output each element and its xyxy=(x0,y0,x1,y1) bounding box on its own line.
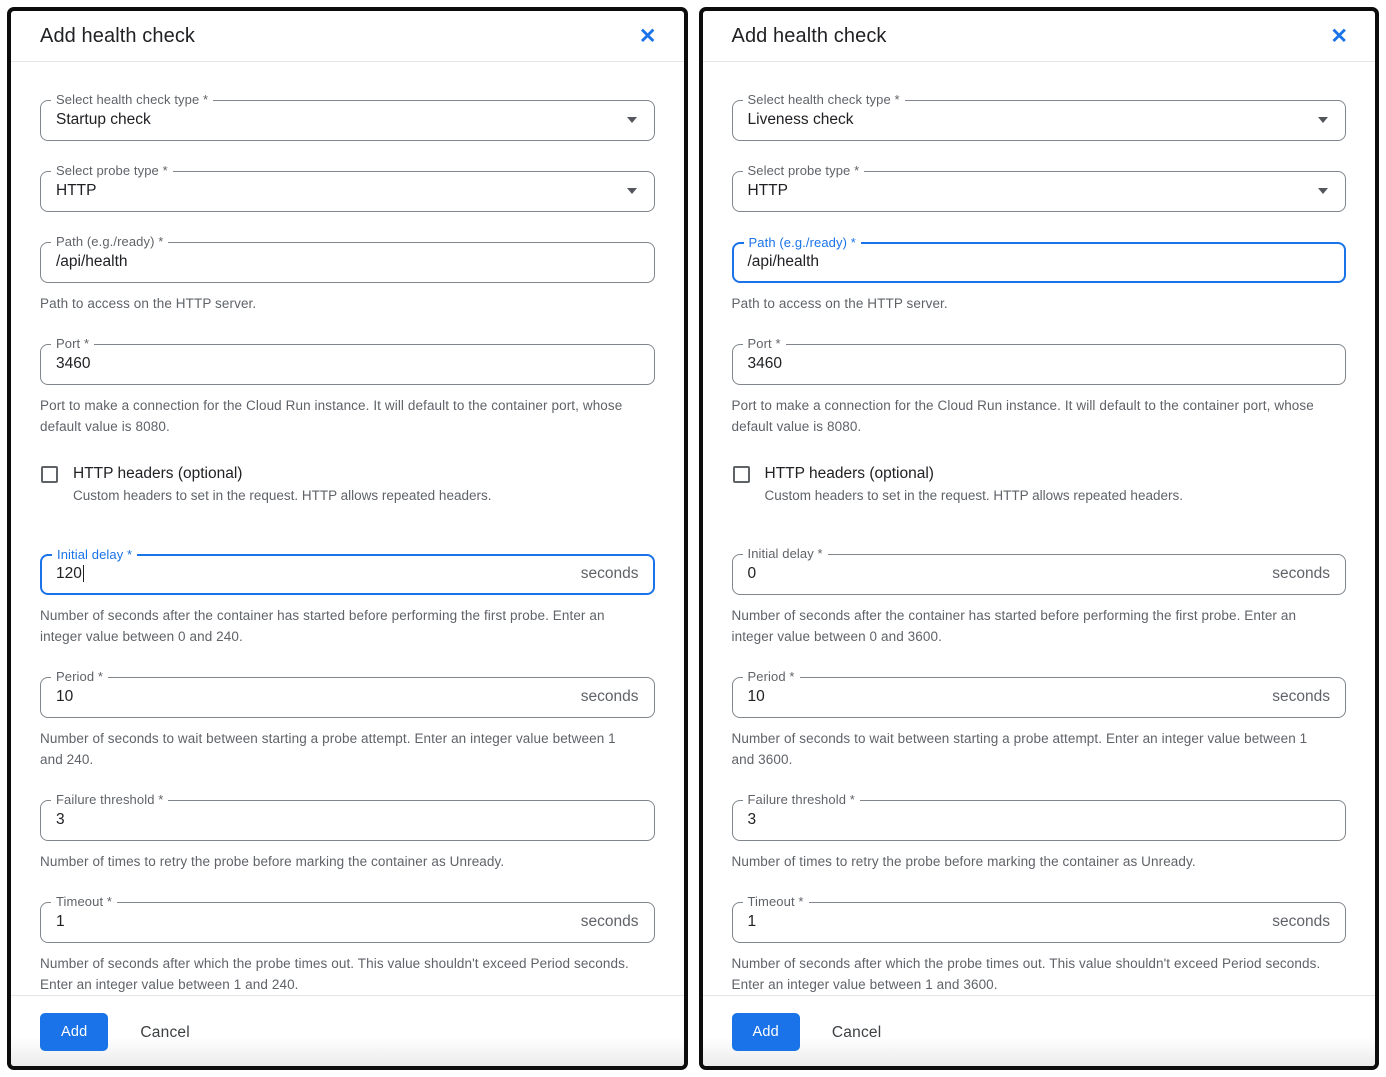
period-input[interactable] xyxy=(732,668,1347,718)
seconds-suffix: seconds xyxy=(580,688,639,706)
field-value: 1 xyxy=(747,913,757,931)
field-label: Path (e.g./ready) * xyxy=(51,234,168,249)
field-label: Port * xyxy=(743,336,786,351)
dialog-header xyxy=(11,11,684,61)
port-input[interactable] xyxy=(732,335,1347,385)
dialog-body xyxy=(11,62,684,995)
cancel-button[interactable]: Cancel xyxy=(140,1013,189,1053)
seconds-suffix: seconds xyxy=(1272,688,1330,706)
probe-type-select[interactable] xyxy=(40,162,655,212)
health-check-type-select[interactable] xyxy=(40,91,655,141)
field-label: Failure threshold * xyxy=(743,792,860,807)
field-label: Period * xyxy=(51,669,108,684)
field-value: 3 xyxy=(56,811,65,829)
http-headers-row xyxy=(40,464,655,506)
field-value: 3460 xyxy=(747,355,782,373)
path-input[interactable] xyxy=(732,234,1347,283)
timeout-input[interactable] xyxy=(732,893,1347,943)
field-value: 1 xyxy=(56,913,65,931)
dialog-title: Add health check xyxy=(40,25,196,47)
http-headers-checkbox[interactable] xyxy=(41,466,58,483)
field-value: 3 xyxy=(747,811,757,829)
seconds-suffix: seconds xyxy=(1272,565,1330,583)
probe-type-select[interactable] xyxy=(732,162,1347,212)
initial-delay-input[interactable] xyxy=(40,546,655,595)
field-label: Initial delay * xyxy=(743,546,828,561)
seconds-suffix: seconds xyxy=(580,913,639,931)
field-label: Timeout * xyxy=(743,894,809,909)
dialog-title: Add health check xyxy=(731,25,887,47)
field-value: 10 xyxy=(56,688,74,706)
add-button[interactable]: Add xyxy=(732,1013,800,1051)
period-input[interactable] xyxy=(40,668,655,718)
failure-threshold-helper: Number of times to retry the probe before marking the container as Unready. xyxy=(731,853,1196,869)
field-value: /api/health xyxy=(56,253,128,271)
failure-threshold-input[interactable] xyxy=(40,791,655,841)
add-health-check-dialog-liveness xyxy=(699,7,1380,1070)
http-headers-text xyxy=(73,464,491,506)
checkbox-helper: Custom headers to set in the request. HTTP allows repeated headers. xyxy=(764,487,1183,503)
checkbox-label[interactable]: HTTP headers (optional) xyxy=(73,464,243,482)
field-value: 3460 xyxy=(56,355,91,373)
port-helper: Port to make a connection for the Cloud Run instance. It will default to the container port, whose default value is 8080. xyxy=(731,397,1314,434)
timeout-input[interactable] xyxy=(40,893,655,943)
text-cursor xyxy=(83,565,85,582)
field-label: Period * xyxy=(743,669,800,684)
http-headers-text xyxy=(765,464,1183,506)
field-value: 120 xyxy=(56,565,581,583)
field-value: HTTP xyxy=(56,182,97,200)
chevron-down-icon xyxy=(1318,188,1328,194)
dialog-footer xyxy=(703,995,1376,1066)
seconds-suffix: seconds xyxy=(580,565,639,583)
field-value: HTTP xyxy=(747,182,788,200)
timeout-helper: Number of seconds after which the probe times out. This value shouldn't exceed Period seconds. Enter an integer value between 1 and 240. xyxy=(40,955,629,992)
add-health-check-dialog-startup xyxy=(7,7,688,1070)
timeout-helper: Number of seconds after which the probe times out. This value shouldn't exceed Period seconds. Enter an integer value between 1 and 3600. xyxy=(731,955,1321,992)
field-label: Select health check type * xyxy=(743,92,905,107)
field-label: Path (e.g./ready) * xyxy=(744,235,861,250)
initial-delay-helper: Number of seconds after the container has started before performing the first probe. Enter an integer value between 0 and 240. xyxy=(40,607,605,644)
field-value: Liveness check xyxy=(747,111,854,129)
dialog-footer xyxy=(11,995,684,1066)
add-button[interactable]: Add xyxy=(40,1013,108,1051)
field-label: Select probe type * xyxy=(51,163,173,178)
close-icon: ✕ xyxy=(1330,25,1348,48)
checkbox-label[interactable]: HTTP headers (optional) xyxy=(764,464,934,482)
health-check-type-select[interactable] xyxy=(732,91,1347,141)
cancel-button[interactable]: Cancel xyxy=(832,1013,881,1053)
path-input[interactable] xyxy=(40,233,655,283)
port-input[interactable] xyxy=(40,335,655,385)
field-label: Failure threshold * xyxy=(51,792,168,807)
chevron-down-icon xyxy=(627,188,637,194)
initial-delay-helper: Number of seconds after the container has started before performing the first probe. Enter an integer value between 0 and 3600. xyxy=(731,607,1297,644)
close-button[interactable] xyxy=(639,26,657,47)
field-label: Initial delay * xyxy=(52,547,137,562)
field-label: Timeout * xyxy=(51,894,117,909)
dialog-header xyxy=(703,11,1376,61)
dialog-body xyxy=(703,62,1376,995)
field-value: Startup check xyxy=(56,111,151,129)
failure-threshold-input[interactable] xyxy=(732,791,1347,841)
close-button[interactable] xyxy=(1330,26,1348,47)
initial-delay-input[interactable] xyxy=(732,545,1347,595)
period-helper: Number of seconds to wait between starting a probe attempt. Enter an integer value between 1 and 240. xyxy=(40,730,616,767)
chevron-down-icon xyxy=(1318,117,1328,123)
http-headers-checkbox[interactable] xyxy=(733,466,750,483)
chevron-down-icon xyxy=(627,117,637,123)
path-helper: Path to access on the HTTP server. xyxy=(731,295,948,311)
field-value: 10 xyxy=(747,688,765,706)
field-label: Select probe type * xyxy=(743,163,865,178)
path-helper: Path to access on the HTTP server. xyxy=(40,295,257,311)
failure-threshold-helper: Number of times to retry the probe before marking the container as Unready. xyxy=(40,853,505,869)
period-helper: Number of seconds to wait between starting a probe attempt. Enter an integer value between 1 and 3600. xyxy=(731,730,1308,767)
seconds-suffix: seconds xyxy=(1272,913,1330,931)
field-value: 0 xyxy=(747,565,757,583)
checkbox-helper: Custom headers to set in the request. HTTP allows repeated headers. xyxy=(73,487,492,503)
http-headers-row xyxy=(732,464,1347,506)
field-value: /api/health xyxy=(747,253,820,271)
field-label: Port * xyxy=(51,336,94,351)
close-icon: ✕ xyxy=(638,25,657,48)
port-helper: Port to make a connection for the Cloud Run instance. It will default to the container port, whose default value is 8080. xyxy=(40,397,623,434)
field-label: Select health check type * xyxy=(51,92,213,107)
